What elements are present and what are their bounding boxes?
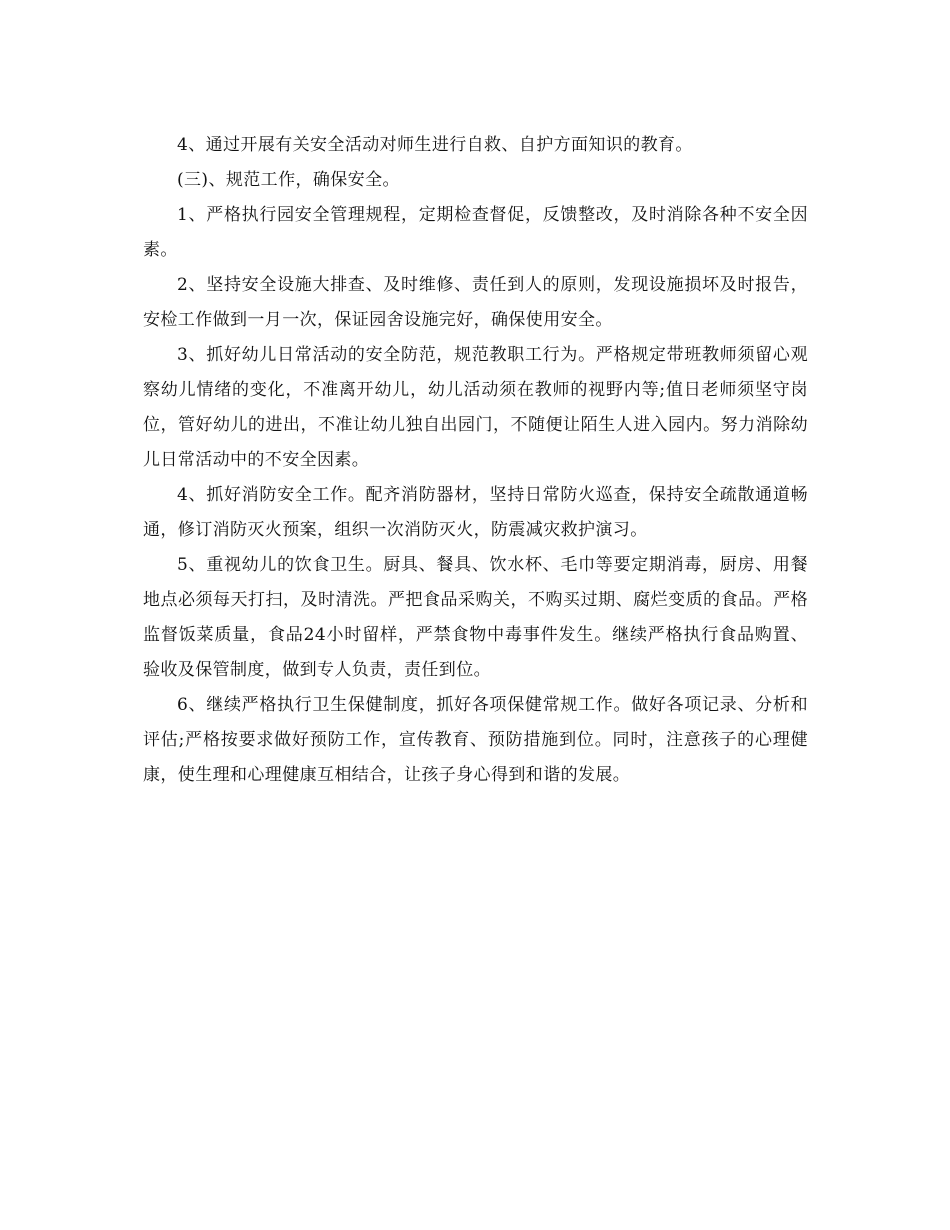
section-heading-standardize-work: (三)、规范工作，确保安全。 [177, 170, 400, 190]
paragraph-item-5-food-hygiene: 5、重视幼儿的饮食卫生。厨具、餐具、饮水杯、毛巾等要定期消毒，厨房、用餐地点必须每天打扫，及时清洗。严把食品采购关，不购买过期、腐烂变质的食品。严格监督饭菜质量，食品24小时留样，严禁食物中毒事件发生。继续严格执行食品购置、验收及保管制度，做到专人负责，责任到位。 [143, 555, 808, 680]
paragraph-item-6-health-care: 6、继续严格执行卫生保健制度，抓好各项保健常规工作。做好各项记录、分析和评估;严格按要求做好预防工作，宣传教育、预防措施到位。同时，注意孩子的心理健康，使生理和心理健康互相结合，让孩子身心得到和谐的发展。 [143, 695, 808, 785]
paragraph-item-4-education: 4、通过开展有关安全活动对师生进行自救、自护方面知识的教育。 [177, 135, 693, 155]
paragraph-item-2-facility-inspection: 2、坚持安全设施大排查、及时维修、责任到人的原则，发现设施损坏及时报告，安检工作做到一月一次，保证园舍设施完好，确保使用安全。 [143, 275, 808, 330]
paragraph-item-3-daily-activities: 3、抓好幼儿日常活动的安全防范，规范教职工行为。严格规定带班教师须留心观察幼儿情绪的变化，不准离开幼儿，幼儿活动须在教师的视野内等;值日老师须坚守岗位，管好幼儿的进出，不准让幼儿独自出园门，不随便让陌生人进入园内。努力消除幼儿日常活动中的不安全因素。 [143, 345, 808, 470]
paragraph-item-4-fire-safety: 4、抓好消防安全工作。配齐消防器材，坚持日常防火巡查，保持安全疏散通道畅通，修订消防灭火预案，组织一次消防灭火，防震减灾救护演习。 [143, 485, 808, 540]
document-body [143, 128, 808, 793]
paragraph-item-1-safety-rules: 1、严格执行园安全管理规程，定期检查督促，反馈整改，及时消除各种不安全因素。 [143, 205, 808, 260]
